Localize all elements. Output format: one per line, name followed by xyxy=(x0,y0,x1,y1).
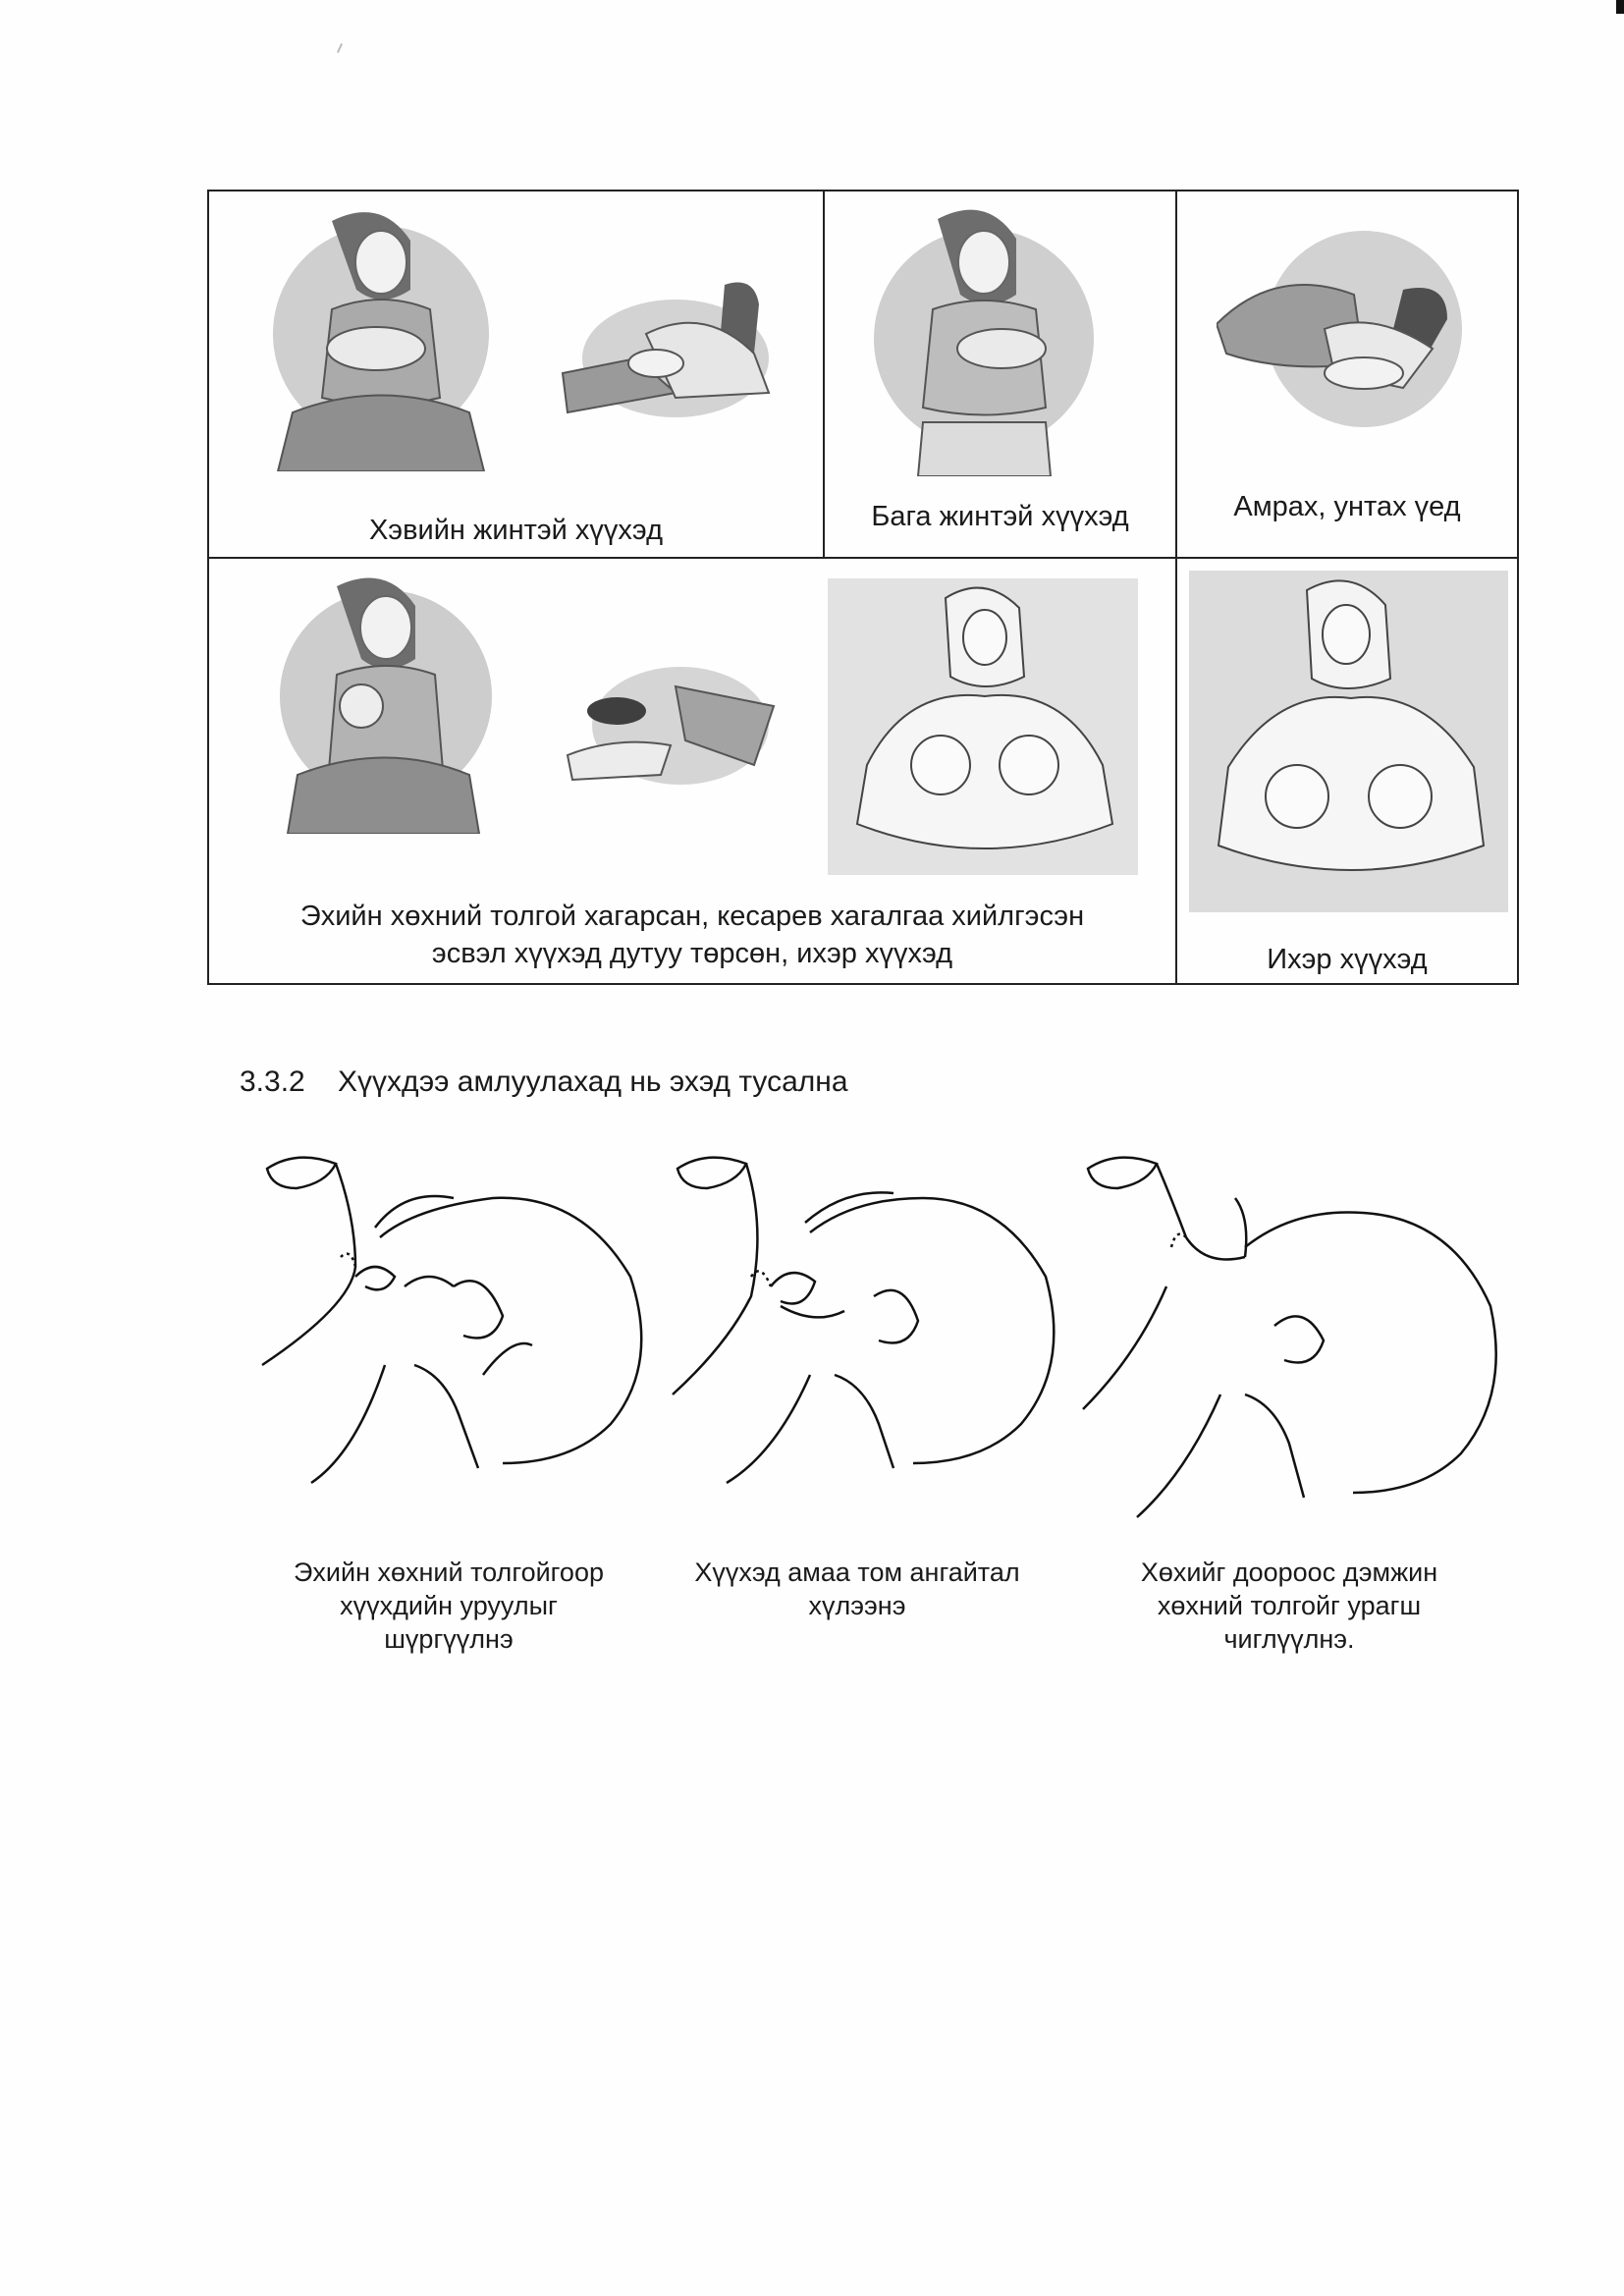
step-2-line-1: Хүүхэд амаа том ангайтал xyxy=(694,1558,1020,1587)
section-heading xyxy=(240,1066,848,1099)
section-number: 3.3.2 xyxy=(240,1066,305,1098)
scan-corner-mark xyxy=(1616,0,1624,14)
side-lying-illustration xyxy=(558,265,779,427)
caption-normal-weight: Хэвийн жинтэй хүүхэд xyxy=(368,515,664,546)
caption-special-line2: эсвэл хүүхэд дутуу төрсөн, ихэр хүүхэд xyxy=(431,938,953,969)
caption-twins: Ихэр хүүхэд xyxy=(1267,944,1428,975)
cell-resting xyxy=(1177,191,1517,557)
cell-special-situations xyxy=(209,559,1175,983)
step-3-line-2: хөхний толгойг урагш xyxy=(1157,1591,1422,1620)
caption-special-line1: Эхийн хөхний толгой хагарсан, кесарев хагалгаа хийлгэсэн xyxy=(299,901,1085,932)
cell-low-weight xyxy=(825,191,1175,557)
twins-pillow-illustration xyxy=(828,578,1138,875)
step-3-line-1: Хөхийг доороос дэмжин xyxy=(1140,1558,1438,1587)
lying-down-illustration xyxy=(1217,226,1491,432)
football-hold-illustration xyxy=(268,569,504,834)
step-2-line-2: хүлээнэ xyxy=(808,1591,906,1620)
caption-low-weight: Бага жинтэй хүүхэд xyxy=(871,501,1129,532)
latch-step-1-illustration xyxy=(257,1139,645,1493)
latch-step-3-illustration xyxy=(1078,1139,1500,1532)
cell-twins xyxy=(1177,559,1517,983)
cross-cradle-illustration xyxy=(864,201,1105,476)
latch-step-3-caption xyxy=(1098,1556,1481,1656)
latch-step-2-illustration xyxy=(668,1139,1056,1493)
step-3-line-3: чиглүүлнэ. xyxy=(1223,1624,1355,1654)
latch-step-1-caption xyxy=(257,1556,640,1656)
caption-resting: Амрах, унтах үед xyxy=(1233,491,1461,522)
latch-step-2-caption xyxy=(666,1556,1049,1622)
step-1-line-1: Эхийн хөхний толгойгоор xyxy=(294,1558,604,1587)
section-title: Хүүхдээ амлуулахад нь эхэд тусална xyxy=(338,1066,848,1098)
step-1-line-2: хүүхдийн уруулыг xyxy=(340,1591,558,1620)
twins-cross-hold-illustration xyxy=(1189,571,1508,912)
cradle-hold-illustration xyxy=(263,201,499,471)
step-1-line-3: шүргүүлнэ xyxy=(384,1624,514,1654)
lying-baby-illustration xyxy=(558,647,784,794)
cell-normal-weight xyxy=(209,191,823,557)
breastfeeding-positions-table xyxy=(207,190,1519,985)
scan-speck xyxy=(337,43,343,53)
